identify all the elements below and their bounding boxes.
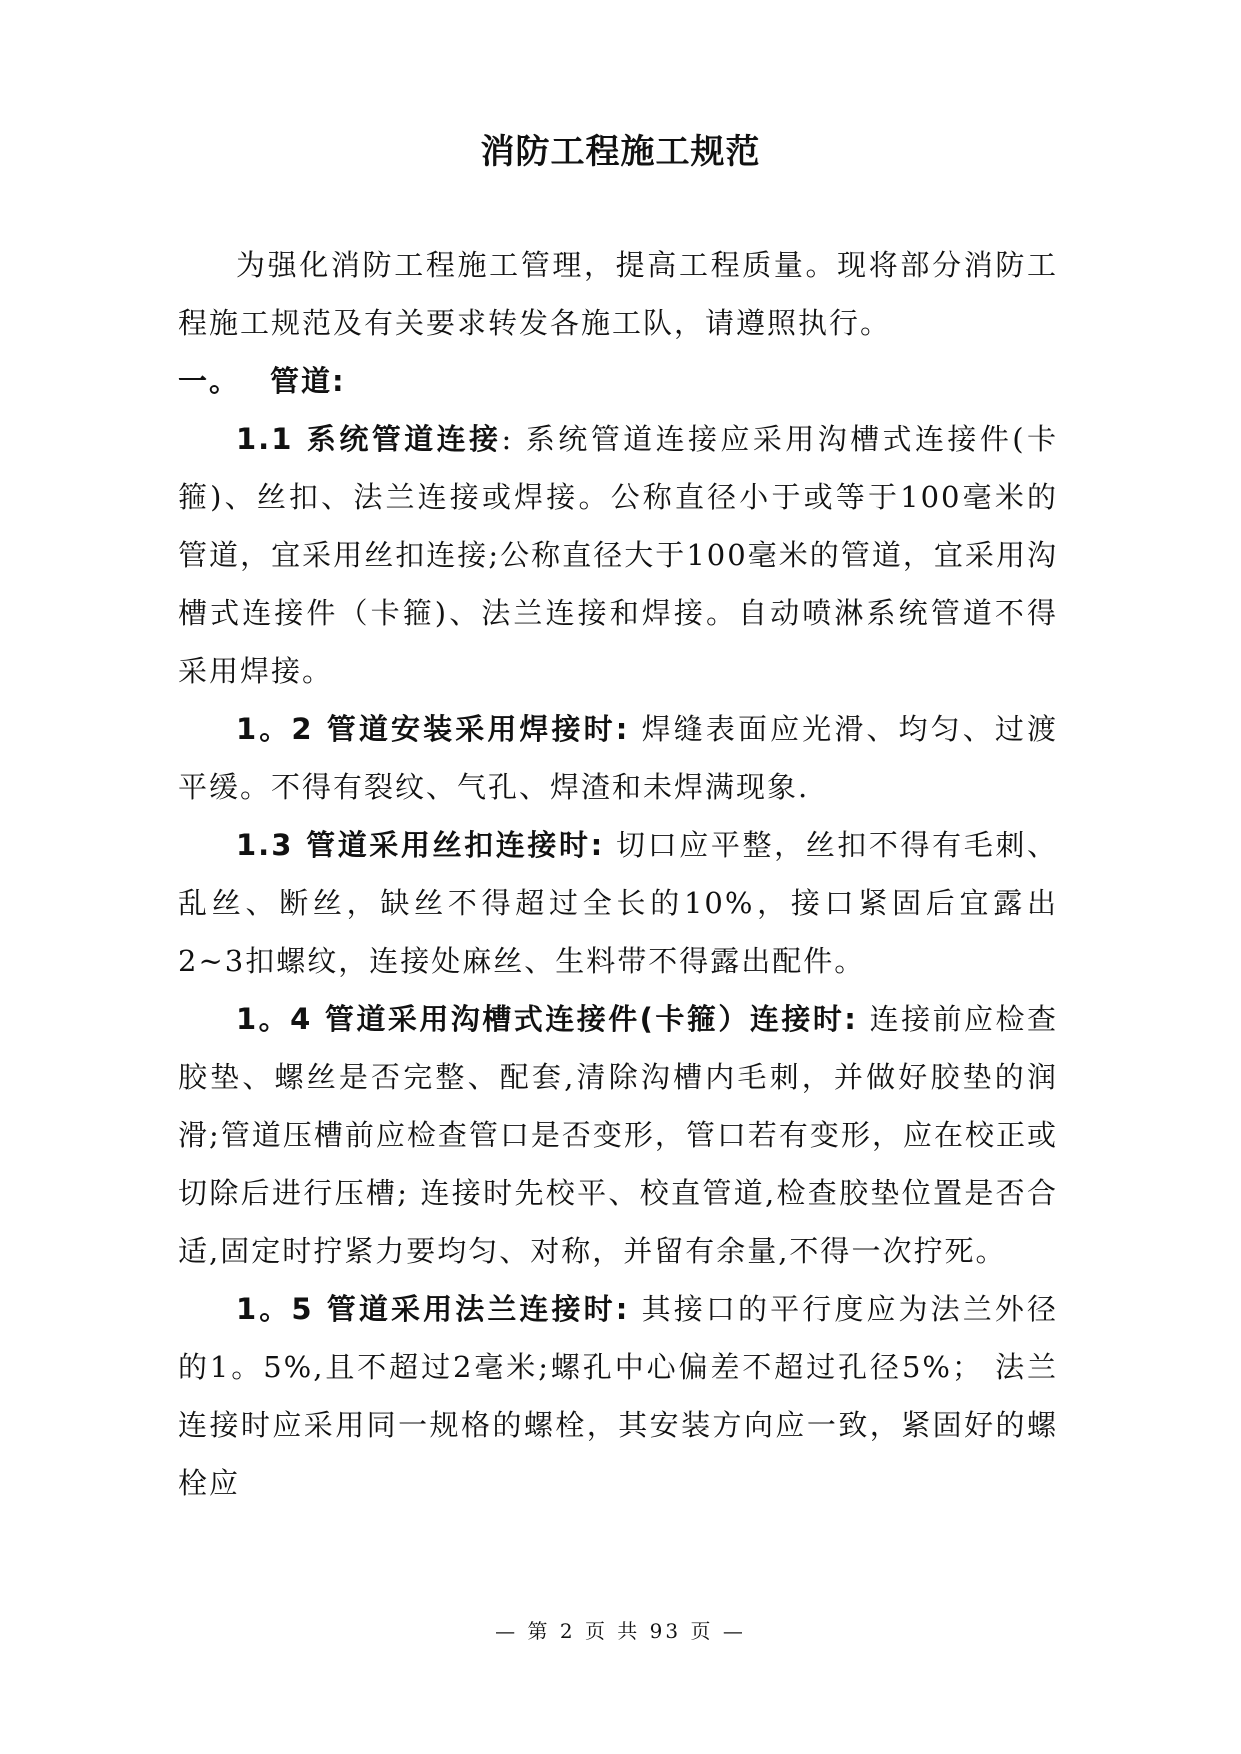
clause-text: 焊缝表面应光滑、均匀、过渡平缓。不得有裂纹、气孔、焊渣和未焊满现象. xyxy=(178,712,1058,804)
clause-title: 1。4 管道采用沟槽式连接件(卡箍）连接时: xyxy=(236,1002,858,1036)
clause-separator: : xyxy=(501,422,526,456)
section-heading xyxy=(178,352,1058,410)
clause-text: 连接前应检查胶垫、螺丝是否完整、配套,清除沟槽内毛刺，并做好胶垫的润滑;管道压槽前应检查管口是否变形，管口若有变形，应在校正或切除后进行压槽; 连接时先校平、校直管道,检查胶垫位置是否合适,固定时拧紧力要均匀、对称，并留有余量,不得一次拧死。 xyxy=(178,1002,1059,1268)
clause-paragraph xyxy=(178,990,1058,1280)
intro-paragraph: 为强化消防工程施工管理，提高工程质量。现将部分消防工程施工规范及有关要求转发各施工队，请遵照执行。 xyxy=(178,248,1058,340)
clause-title: 1.1 系统管道连接 xyxy=(236,422,502,456)
clause-paragraph xyxy=(178,816,1058,990)
clause-paragraph xyxy=(178,700,1058,816)
clause-text: 系统管道连接应采用沟槽式连接件(卡箍)、丝扣、法兰连接或焊接。公称直径小于或等于100毫米的管道，宜采用丝扣连接;公称直径大于100毫米的管道，宜采用沟槽式连接件（卡箍)、法兰连接和焊接。自动喷淋系统管道不得采用焊接。 xyxy=(178,422,1058,688)
section-number: 一。 xyxy=(178,364,241,398)
clause-text: 其接口的平行度应为法兰外径的1。5%,且不超过2毫米;螺孔中心偏差不超过孔径5%； 法兰连接时应采用同一规格的螺栓，其安装方向应一致，紧固好的螺栓应 xyxy=(178,1292,1058,1500)
clause-paragraph xyxy=(178,410,1058,700)
clause-title: 1。5 管道采用法兰连接时: xyxy=(236,1292,630,1326)
document-body xyxy=(178,236,1058,1512)
clause-text: 切口应平整，丝扣不得有毛刺、乱丝、断丝，缺丝不得超过全长的10%，接口紧固后宜露出2~3扣螺纹，连接处麻丝、生料带不得露出配件。 xyxy=(178,828,1058,978)
section-title: 管道: xyxy=(270,364,346,398)
clause-paragraph xyxy=(178,1280,1058,1512)
page-title: 消防工程施工规范 xyxy=(480,132,761,172)
page-footer: — 第 2 页 共 93 页 — xyxy=(495,1619,746,1643)
clause-title: 1。2 管道安装采用焊接时: xyxy=(236,712,630,746)
clause-title: 1.3 管道采用丝扣连接时: xyxy=(236,828,605,862)
